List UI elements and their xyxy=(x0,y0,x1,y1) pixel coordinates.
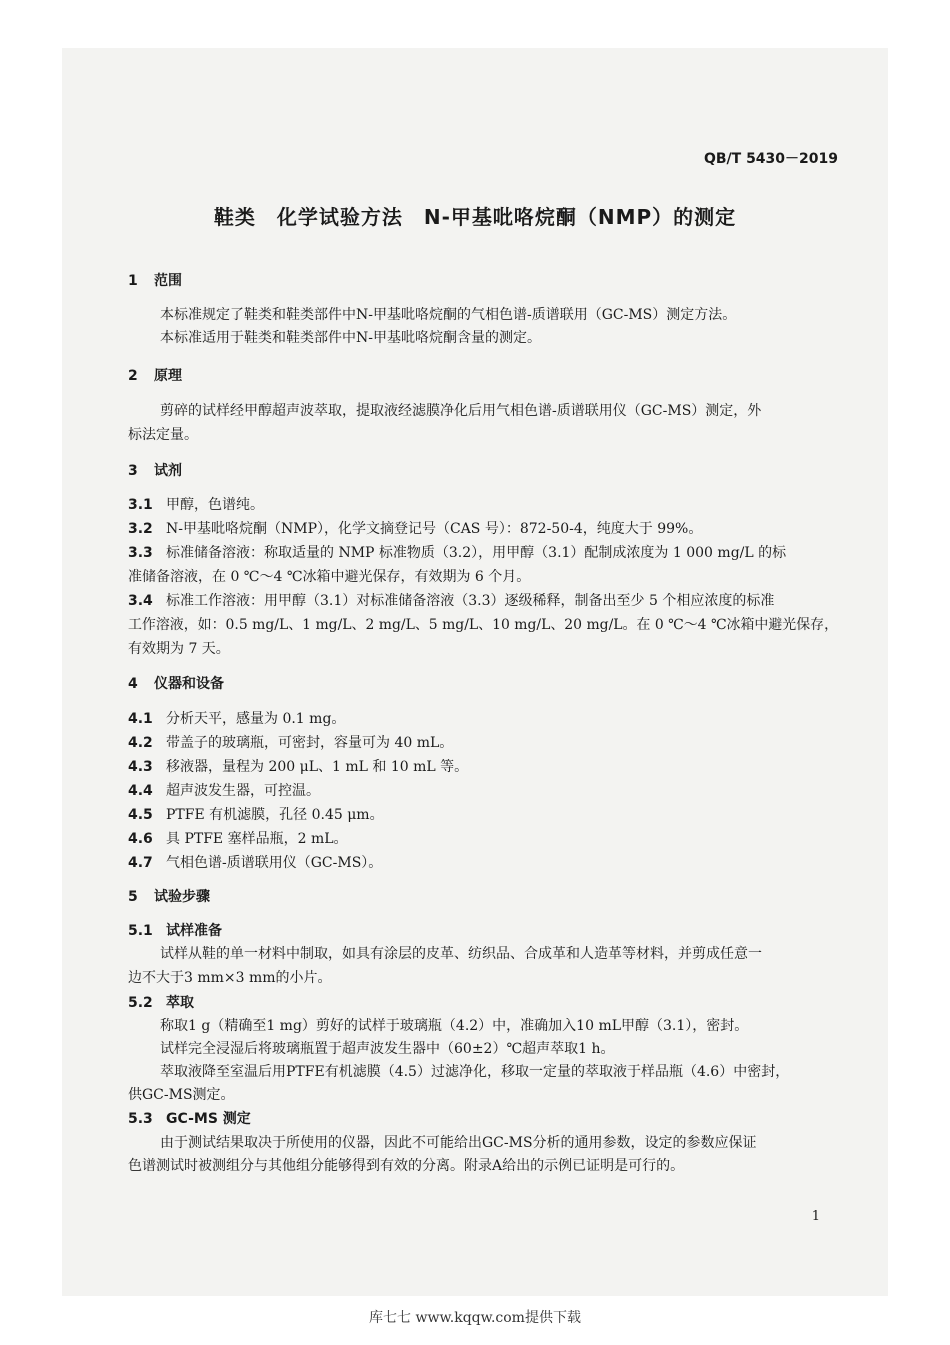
standard-code: QB/T 5430－2019 xyxy=(703,151,838,167)
section-4-heading: 4 仪器和设备 xyxy=(128,676,224,692)
subsection-5-2-line: 称取1 g（精确至1 mg）剪好的试样于玻璃瓶（4.2）中，准确加入10 mL甲醇（3.1），密封。 xyxy=(160,1018,749,1034)
subsection-5-3-line: 由于测试结果取决于所使用的仪器，因此不可能给出GC-MS分析的通用参数，设定的参数应保证 xyxy=(160,1135,757,1151)
reagent-item: 3.4 标准工作溶液：用甲醇（3.1）对标准储备溶液（3.3）逐级稀释，制备出至少 5 个相应浓度的标准 xyxy=(128,593,775,609)
subsection-5-2-heading: 5.2 萃取 xyxy=(128,995,194,1011)
reagent-item-continuation: 工作溶液，如：0.5 mg/L、1 mg/L、2 mg/L、5 mg/L、10 mg/L、20 mg/L。在 0 ℃～4 ℃冰箱中避光保存， xyxy=(128,617,839,633)
subsection-5-3-line: 色谱测试时被测组分与其他组分能够得到有效的分离。附录A给出的示例已证明是可行的。 xyxy=(128,1158,685,1174)
subsection-5-2-line: 供GC-MS测定。 xyxy=(128,1087,235,1103)
download-footer: 库七七 www.kqqw.com提供下载 xyxy=(369,1310,581,1326)
equipment-item: 4.4 超声波发生器，可控温。 xyxy=(128,783,320,799)
section-1-paragraph-1: 本标准规定了鞋类和鞋类部件中N-甲基吡咯烷酮的气相色谱-质谱联用（GC-MS）测定方法。 xyxy=(160,307,737,323)
reagent-item: 3.2 N-甲基吡咯烷酮（NMP），化学文摘登记号（CAS 号）：872-50-4，纯度大于 99%。 xyxy=(128,521,703,537)
subsection-5-1-line: 试样从鞋的单一材料中制取，如具有涂层的皮革、纺织品、合成革和人造革等材料，并剪成任意一 xyxy=(160,946,762,962)
equipment-item: 4.1 分析天平，感量为 0.1 mg。 xyxy=(128,711,346,727)
reagent-item-continuation: 有效期为 7 天。 xyxy=(128,641,230,657)
section-1-heading: 1 范围 xyxy=(128,273,182,289)
equipment-item: 4.2 带盖子的玻璃瓶，可密封，容量可为 40 mL。 xyxy=(128,735,454,751)
equipment-item: 4.7 气相色谱-质谱联用仪（GC-MS）。 xyxy=(128,855,383,871)
section-2-paragraph-line-1: 剪碎的试样经甲醇超声波萃取，提取液经滤膜净化后用气相色谱-质谱联用仪（GC-MS）测定，外 xyxy=(160,403,762,419)
subsection-5-3-heading: 5.3 GC-MS 测定 xyxy=(128,1111,251,1127)
section-3-heading: 3 试剂 xyxy=(128,463,182,479)
section-2-paragraph-line-2: 标法定量。 xyxy=(128,427,198,443)
section-2-heading: 2 原理 xyxy=(128,368,182,384)
subsection-5-2-line: 试样完全浸湿后将玻璃瓶置于超声波发生器中（60±2）℃超声萃取1 h。 xyxy=(160,1041,615,1057)
reagent-item-continuation: 准储备溶液，在 0 ℃～4 ℃冰箱中避光保存，有效期为 6 个月。 xyxy=(128,569,531,585)
section-1-paragraph-2: 本标准适用于鞋类和鞋类部件中N-甲基吡咯烷酮含量的测定。 xyxy=(160,330,541,346)
subsection-5-1-heading: 5.1 试样准备 xyxy=(128,923,222,939)
subsection-5-2-line: 萃取液降至室温后用PTFE有机滤膜（4.5）过滤净化，移取一定量的萃取液于样品瓶（4.6）中密封， xyxy=(160,1064,790,1080)
section-5-heading: 5 试验步骤 xyxy=(128,889,210,905)
equipment-item: 4.6 具 PTFE 塞样品瓶，2 mL。 xyxy=(128,831,348,847)
equipment-item: 4.3 移液器，量程为 200 μL、1 mL 和 10 mL 等。 xyxy=(128,759,469,775)
reagent-item: 3.1 甲醇，色谱纯。 xyxy=(128,497,264,513)
document-title: 鞋类 化学试验方法 N-甲基吡咯烷酮（NMP）的测定 xyxy=(213,205,737,229)
page-number: 1 xyxy=(811,1209,820,1224)
subsection-5-1-line: 边不大于3 mm×3 mm的小片。 xyxy=(128,970,332,986)
equipment-item: 4.5 PTFE 有机滤膜，孔径 0.45 μm。 xyxy=(128,807,384,823)
reagent-item: 3.3 标准储备溶液：称取适量的 NMP 标准物质（3.2），用甲醇（3.1）配制成浓度为 1 000 mg/L 的标 xyxy=(128,545,787,561)
